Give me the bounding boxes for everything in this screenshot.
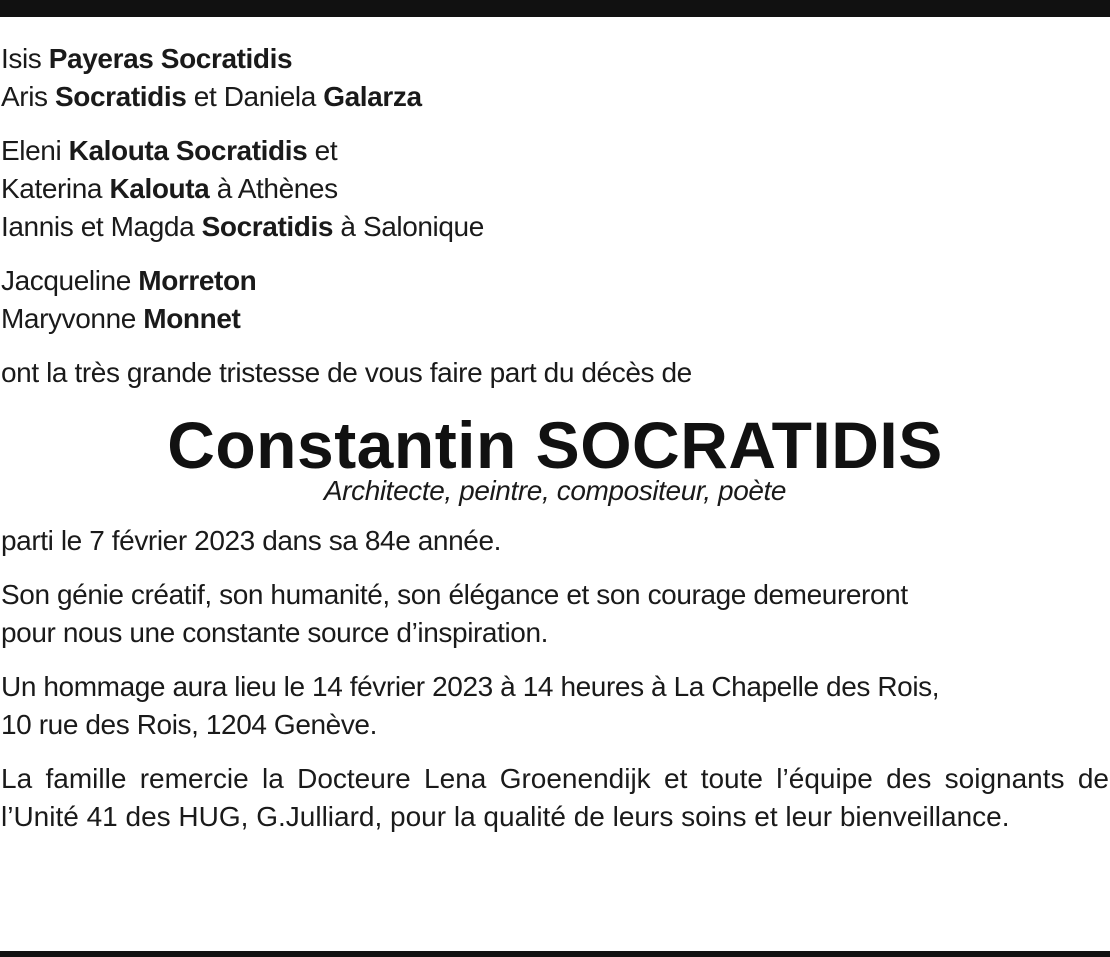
top-rule: [0, 0, 1110, 17]
family-line: [1, 78, 1109, 116]
last-name: Payeras Socratidis: [48, 43, 293, 74]
first-name: Jacqueline: [1, 265, 139, 296]
last-name: Galarza: [323, 81, 422, 112]
last-name: Socratidis: [201, 211, 334, 242]
family-line: [1, 170, 1109, 208]
tribute-paragraph: Son génie créatif, son humanité, son élégance et son courage demeureront: [1, 579, 908, 610]
suffix-text: et: [307, 135, 338, 166]
last-name: Kalouta Socratidis: [68, 135, 308, 166]
deceased-block: [1, 410, 1109, 508]
spacer: [1, 338, 1109, 354]
first-name: Maryvonne: [1, 303, 144, 334]
first-name: Katerina: [1, 173, 110, 204]
ceremony-paragraph: Un hommage aura lieu le 14 février 2023 à 14 heures à La Chapelle des Rois,: [1, 671, 940, 702]
last-name: Socratidis: [55, 81, 187, 112]
first-name: Isis: [1, 43, 49, 74]
family-line: [1, 300, 1109, 338]
family-line: [1, 40, 1109, 78]
tribute-paragraph: pour nous une constante source d’inspiration.: [1, 617, 549, 648]
connector-text: et Daniela: [186, 81, 324, 112]
spacer: [1, 744, 1109, 760]
deceased-role: Architecte, peintre, compositeur, poète: [323, 475, 787, 506]
spacer: [1, 116, 1109, 132]
first-name: Iannis et Magda: [1, 211, 202, 242]
announcement-text: ont la très grande tristesse de vous faire part du décès de: [1, 357, 692, 388]
spacer: [1, 652, 1109, 668]
thanks-paragraph: La famille remercie la Docteure Lena Groenendijk et toute l’équipe des soignants de l’Unité 41 des HUG, G.Julliard, pour la qualité de leurs soins et leur bienveillance.: [1, 763, 1109, 832]
family-line: [1, 132, 1109, 170]
ceremony-paragraph: 10 rue des Rois, 1204 Genève.: [1, 709, 377, 740]
suffix-text: à Athènes: [209, 173, 338, 204]
spacer: [1, 560, 1109, 576]
bottom-rule: [0, 951, 1110, 957]
spacer: [1, 508, 1109, 522]
family-line: [1, 208, 1109, 246]
first-name: Eleni: [1, 135, 69, 166]
family-line: [1, 262, 1109, 300]
suffix-text: à Salonique: [333, 211, 484, 242]
first-name: Aris: [1, 81, 56, 112]
spacer: [1, 246, 1109, 262]
last-name: Kalouta: [109, 173, 210, 204]
last-name: Monnet: [143, 303, 241, 334]
deceased-name: Constantin SOCRATIDIS: [167, 408, 943, 482]
last-name: Morreton: [138, 265, 257, 296]
date-paragraph: parti le 7 février 2023 dans sa 84e année.: [1, 525, 501, 556]
obituary-notice: [1, 40, 1109, 836]
